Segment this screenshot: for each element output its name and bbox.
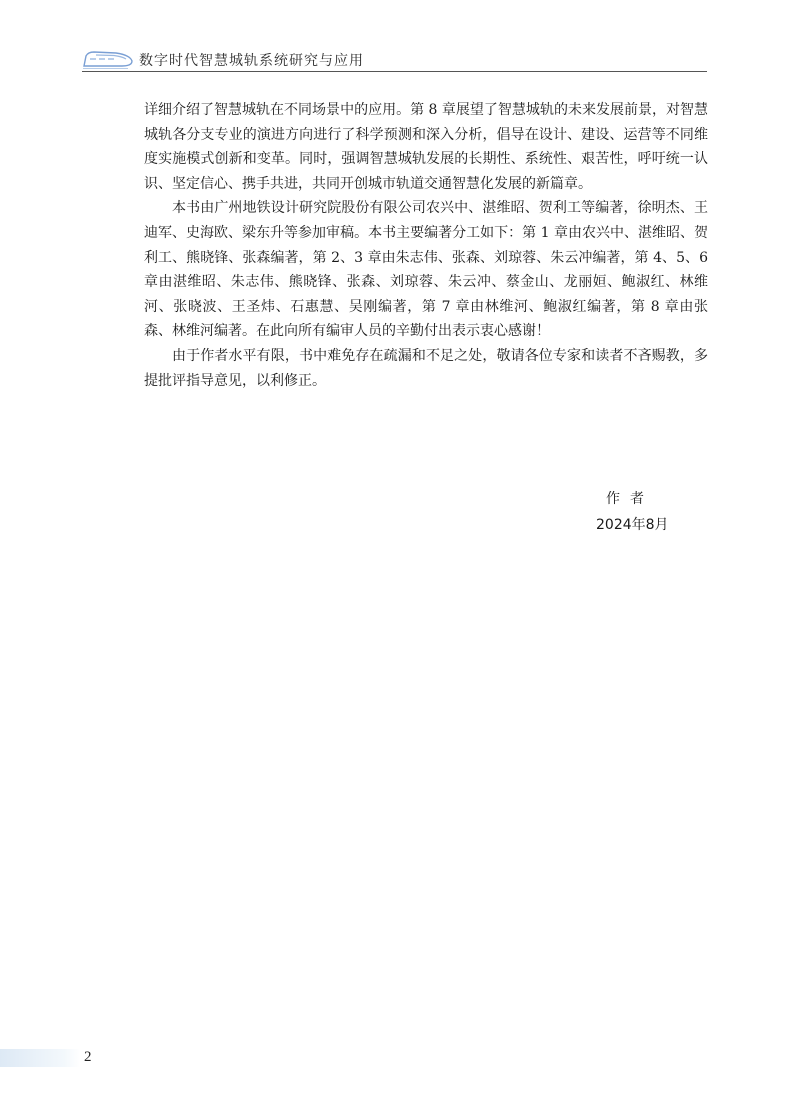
book-title: 数字时代智慧城轨系统研究与应用	[139, 53, 364, 69]
paragraph-continued: 详细介绍了智慧城轨在不同场景中的应用。第 8 章展望了智慧城轨的未来发展前景，对智慧城轨各分支专业的演进方向进行了科学预测和深入分析，倡导在设计、建设、运营等不同维度实施模式创新和变革。同时，强调智慧城轨发展的长期性、系统性、艰苦性，呼吁统一认识、坚定信心、携手共进，共同开创城市轨道交通智慧化发展的新篇章。	[144, 102, 708, 192]
signature-author: 作者	[606, 491, 654, 507]
signature-date: 2024年8月	[596, 517, 669, 533]
preface-body	[144, 98, 708, 393]
paragraph-authors: 本书由广州地铁设计研究院股份有限公司农兴中、湛维昭、贺利工等编著，徐明杰、王迪军、史海欧、梁东升等参加审稿。本书主要编著分工如下：第 1 章由农兴中、湛维昭、贺利工、熊晓锋、张森编著，第 2、3 章由朱志伟、张森、刘琼蓉、朱云冲编著，第 4、5、6 章由湛维昭、朱志伟、熊晓锋、张森、刘琼蓉、朱云冲、蔡金山、龙丽姮、鲍淑红、林维河、张晓波、王圣炜、石惠慧、吴刚编著，第 7 章由林维河、鲍淑红编著，第 8 章由张森、林维河编著。在此向所有编审人员的辛勤付出表示衷心感谢！	[144, 200, 708, 340]
page-number: 2	[84, 1049, 92, 1065]
paragraph-closing: 由于作者水平有限，书中难免存在疏漏和不足之处，敬请各位专家和读者不吝赐教，多提批评指导意见，以利修正。	[144, 347, 708, 389]
train-icon	[82, 46, 134, 70]
running-header	[82, 44, 707, 74]
footer-band	[0, 1049, 80, 1067]
header-rule	[82, 71, 707, 72]
